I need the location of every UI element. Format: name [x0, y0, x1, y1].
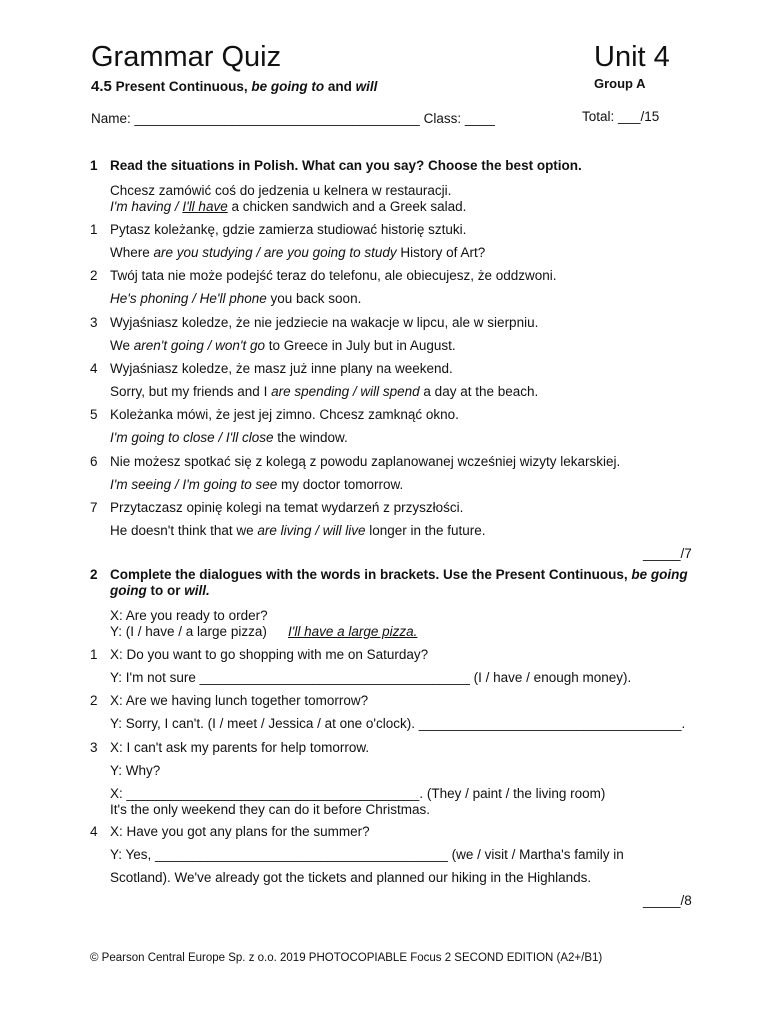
- dialogue-4-y[interactable]: Y: Yes, _______________________________________ (we / visit / Martha's family in: [110, 847, 624, 862]
- dialogue-3-x: X: I can't ask my parents for help tomorrow.: [110, 740, 370, 755]
- exercise-1-item-situation: Wyjaśniasz koledze, że masz już inne plany na weekend.: [110, 361, 453, 376]
- dialogue-2-number: 2: [90, 693, 98, 708]
- sentence-prefix: Where: [110, 245, 154, 260]
- sentence-suffix: to Greece in July but in August.: [265, 338, 456, 353]
- dialogue-1-number: 1: [90, 647, 98, 662]
- exercise-2-instruction-cont: going to or will.: [110, 583, 210, 598]
- choice-options[interactable]: are spending / will spend: [271, 384, 420, 399]
- dialogue-3-x2[interactable]: X: _______________________________________. (They / paint / the living room): [110, 786, 606, 801]
- exercise-1-item-situation: Pytasz koleżankę, gdzie zamierza studiować historię sztuki.: [110, 222, 467, 237]
- total-score: Total: ___/15: [582, 109, 660, 124]
- exercise-1-item-situation: Twój tata nie może podejść teraz do telefonu, ale obiecujesz, że oddzwoni.: [110, 268, 557, 283]
- sentence-prefix: He doesn't think that we: [110, 523, 258, 538]
- dialogue-3-number: 3: [90, 740, 98, 755]
- exercise-1-item-sentence: [110, 383, 538, 400]
- exercise-1-item-number: 2: [90, 268, 98, 283]
- example-y: Y: (I / have / a large pizza): [110, 624, 267, 639]
- dialogue-4-y2: Scotland). We've already got the tickets and planned our hiking in the Highlands.: [110, 870, 592, 885]
- exercise-1-item-number: 4: [90, 361, 98, 376]
- choice-options[interactable]: aren't going / won't go: [133, 338, 266, 353]
- page-title: Grammar Quiz: [91, 41, 282, 73]
- exercise-1-item-sentence: [110, 429, 348, 446]
- exercise-1-item-sentence: [110, 337, 456, 354]
- exercise-1-item-situation: Przytaczasz opinię kolegi na temat wydarzeń z przyszłości.: [110, 500, 464, 515]
- sentence-prefix: We: [110, 338, 134, 353]
- dialogue-4-number: 4: [90, 824, 98, 839]
- exercise-1-instruction: Read the situations in Polish. What can you say? Choose the best option.: [110, 158, 582, 173]
- exercise-2-number: 2: [90, 567, 98, 582]
- name-class-line: Name: ______________________________________ Class: ____: [91, 111, 495, 126]
- sentence-suffix: the window.: [273, 430, 348, 445]
- example-x: X: Are you ready to order?: [110, 608, 268, 623]
- exercise-1-item-number: 6: [90, 454, 98, 469]
- dialogue-2-y[interactable]: Y: Sorry, I can't. (I / meet / Jessica / at one o'clock). ___________________________________.: [110, 716, 686, 731]
- example-options: I'm having / I'll have: [110, 199, 228, 214]
- exercise-1-item-sentence: [110, 522, 486, 539]
- choice-options[interactable]: He's phoning / He'll phone: [110, 291, 267, 306]
- sentence-prefix: Sorry, but my friends and I: [110, 384, 272, 399]
- dialogue-3-y: Y: Why?: [110, 763, 161, 778]
- choice-options[interactable]: are living / will live: [257, 523, 366, 538]
- dialogue-1-x: X: Do you want to go shopping with me on Saturday?: [110, 647, 429, 662]
- exercise-1-item-number: 7: [90, 500, 98, 515]
- exercise-1-number: 1: [90, 158, 98, 173]
- exercise-1-item-sentence: [110, 244, 485, 261]
- exercise-2-score: _____/8: [643, 893, 692, 908]
- dialogue-3-x3: It's the only weekend they can do it before Christmas.: [110, 802, 430, 817]
- group-label: Group A: [594, 76, 646, 91]
- footer-copyright: © Pearson Central Europe Sp. z o.o. 2019 PHOTOCOPIABLE Focus 2 SECOND EDITION (A2+/B1): [90, 952, 603, 964]
- dialogue-1-y[interactable]: Y: I'm not sure ____________________________________ (I / have / enough money).: [110, 670, 632, 685]
- example-answer: I'll have a large pizza.: [288, 624, 418, 639]
- exercise-1-item-number: 5: [90, 407, 98, 422]
- exercise-1-item-situation: Nie możesz spotkać się z kolegą z powodu zaplanowanej wcześniej wizyty lekarskiej.: [110, 454, 621, 469]
- example-sentence: I'm having / I'll have a chicken sandwich and a Greek salad.: [110, 199, 467, 214]
- exercise-1-item-number: 1: [90, 222, 98, 237]
- sentence-suffix: History of Art?: [396, 245, 486, 260]
- exercise-2-instruction: Complete the dialogues with the words in brackets. Use the Present Continuous, be going: [110, 567, 688, 582]
- exercise-1-item-situation: Wyjaśniasz koledze, że nie jedziecie na wakacje w lipcu, ale w sierpniu.: [110, 315, 539, 330]
- section-number: 4.5: [91, 78, 112, 95]
- sentence-suffix: you back soon.: [266, 291, 362, 306]
- exercise-1-item-number: 3: [90, 315, 98, 330]
- sentence-suffix: longer in the future.: [365, 523, 486, 538]
- choice-options[interactable]: I'm going to close / I'll close: [110, 430, 274, 445]
- exercise-1-item-sentence: [110, 290, 361, 307]
- example-situation: Chcesz zamówić coś do jedzenia u kelnera w restauracji.: [110, 183, 452, 198]
- exercise-1-score: _____/7: [643, 546, 692, 561]
- exercise-1-item-sentence: [110, 476, 403, 493]
- unit-label: Unit 4: [594, 41, 670, 73]
- sentence-suffix: my doctor tomorrow.: [277, 477, 404, 492]
- dialogue-4-x: X: Have you got any plans for the summer?: [110, 824, 370, 839]
- exercise-1-item-situation: Koleżanka mówi, że jest jej zimno. Chcesz zamknąć okno.: [110, 407, 459, 422]
- choice-options[interactable]: I'm seeing / I'm going to see: [110, 477, 278, 492]
- page-subtitle: 4.5 Present Continuous, be going to and will: [91, 78, 378, 95]
- choice-options[interactable]: are you studying / are you going to study: [153, 245, 397, 260]
- sentence-suffix: a day at the beach.: [419, 384, 539, 399]
- dialogue-2-x: X: Are we having lunch together tomorrow?: [110, 693, 369, 708]
